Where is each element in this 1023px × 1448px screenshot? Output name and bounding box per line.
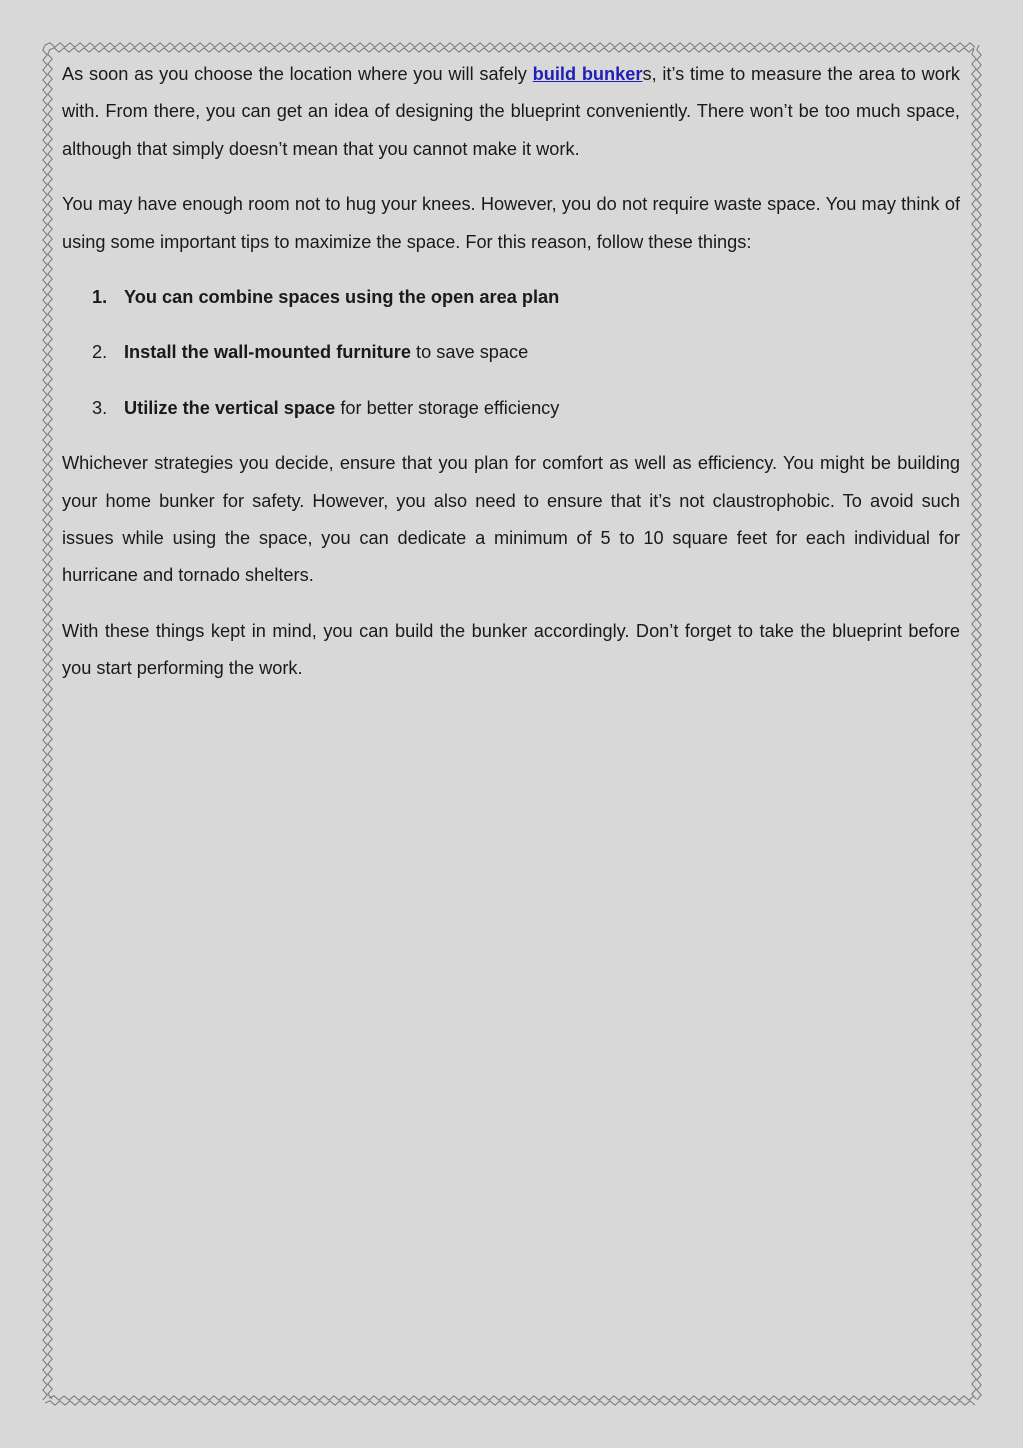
border-zigzag-line (49, 48, 974, 52)
border-zigzag-line (43, 45, 47, 1400)
build-bunker-link[interactable]: build bunker (532, 64, 643, 84)
paragraph-comfort: Whichever strategies you decide, ensure that you plan for comfort as well as efficiency. You might be building your home bunker for safety. However, you also need to ensure that it’s not claustrophobic. To avoid such issues while using the space, you can dedicate a minimum of 5 to 10 square feet for each individual for hurricane and tornado shelters. (62, 453, 960, 586)
list-item-text: to save space (410, 342, 529, 363)
intro-text-end: s, it’s time to measure the area to work with. From there, you can get an idea of designing the blueprint conveniently. There won’t be too much space, although that simply doesn’t mean that you cannot make it work. (62, 64, 961, 159)
list-item (62, 390, 960, 427)
list-item-bold-text: Utilize the vertical space (124, 397, 336, 418)
border-zigzag-line (48, 49, 52, 1399)
border-zigzag-line (977, 45, 981, 1400)
list-item-bold-text: Install the wall-mounted furniture (124, 342, 411, 363)
border-zigzag-line (45, 1401, 975, 1405)
list-number: 3. (92, 397, 108, 418)
list-item-bold-text: You can combine spaces using the open area plan (124, 287, 560, 308)
list-number: 2. (92, 342, 108, 363)
paragraph-tips: You may have enough room not to hug your knees. However, you do not require waste space. You may think of using some important tips to maximize the space. For this reason, follow these things: (62, 194, 960, 252)
tips-list (62, 279, 960, 427)
list-item (62, 279, 960, 316)
border-zigzag-line (49, 1396, 974, 1400)
paragraph-intro (62, 56, 960, 168)
paragraph-conclusion: With these things kept in mind, you can build the bunker accordingly. Don’t forget to take the blueprint before you start performing the work. (62, 620, 960, 679)
list-item-text: for better storage efficiency (335, 397, 560, 418)
intro-text-start: As soon as you choose the location where you will safely (62, 64, 533, 84)
list-number: 1. (92, 287, 108, 308)
border-zigzag-line (45, 43, 975, 47)
document-body (62, 56, 960, 706)
list-item (62, 334, 960, 371)
border-zigzag-line (972, 49, 976, 1399)
